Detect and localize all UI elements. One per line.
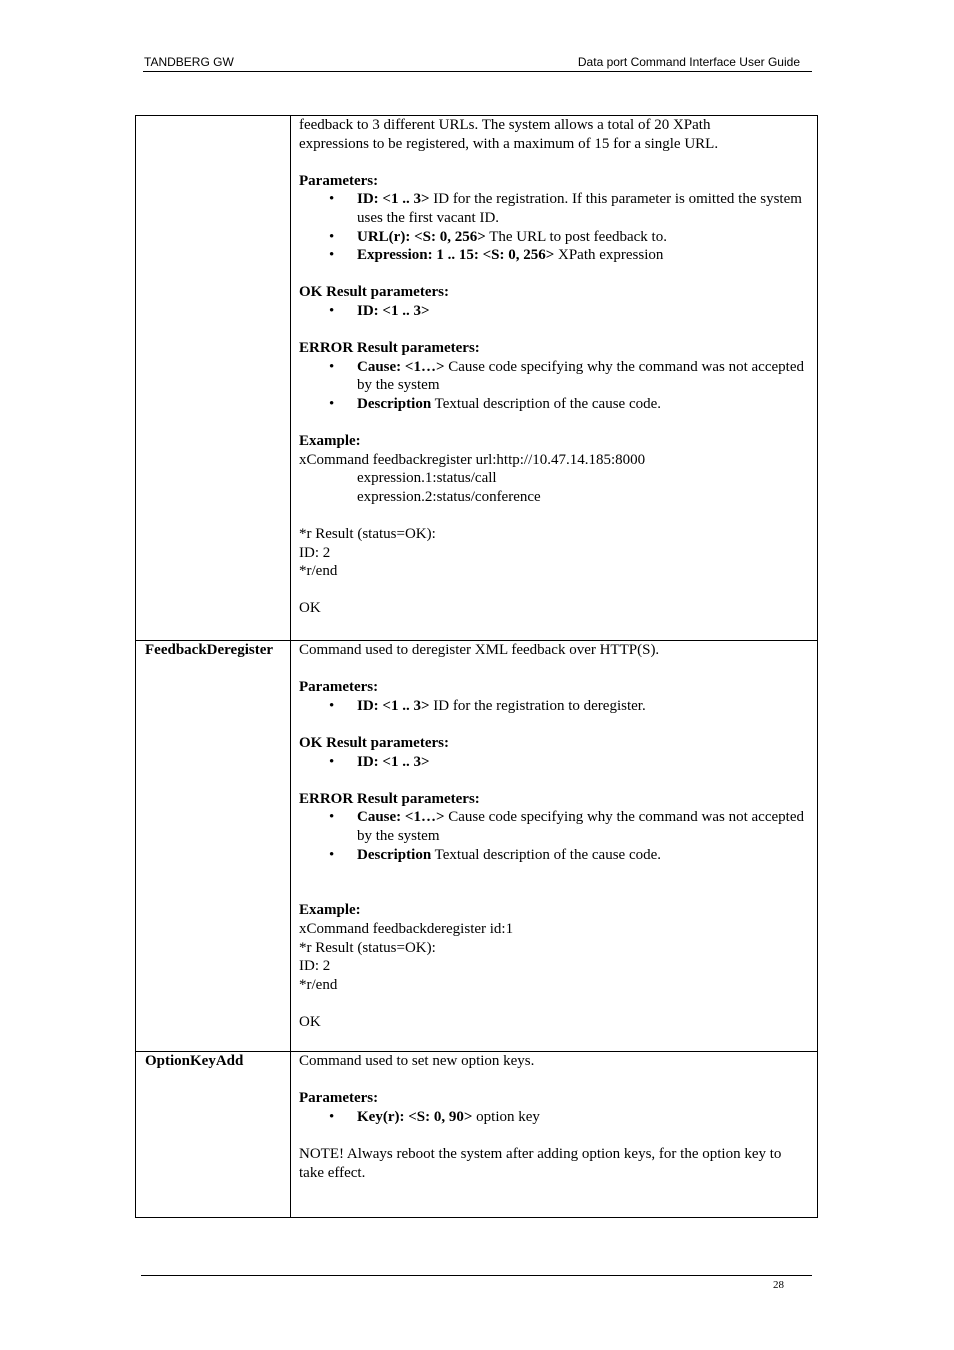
example-line: expression.1:status/call [357, 470, 497, 487]
command-name-feedbackderegister: FeedbackDeregister [145, 642, 274, 658]
page-number: 28 [773, 1279, 784, 1291]
page-header [143, 55, 812, 72]
example-line: xCommand feedbackderegister id:1 [299, 920, 514, 937]
header-product-name: TANDBERG GW [144, 55, 234, 69]
feedbackregister-description [299, 116, 804, 618]
ok-line: OK [299, 600, 321, 617]
parameters-list [299, 1108, 804, 1127]
example-heading: Example: [299, 433, 361, 450]
list-item: • Key(r): <S: 0, 90> option key [299, 1108, 804, 1127]
note-text: NOTE! Always reboot the system after adding option keys, for the option key to take effect. [299, 1145, 782, 1181]
intro-line: expressions to be registered, with a maximum of 15 for a single URL. [299, 135, 719, 152]
parameters-list [299, 190, 804, 264]
intro-line: feedback to 3 different URLs. The system allows a total of 20 XPath [299, 117, 711, 133]
list-item: • Description Textual description of the cause code. [299, 846, 804, 865]
list-item: • ID: <1 .. 3> [299, 753, 804, 772]
list-item: • Cause: <1…> Cause code specifying why the command was not accepted by the system [299, 808, 804, 845]
parameters-heading: Parameters: [299, 679, 379, 696]
error-result-heading: ERROR Result parameters: [299, 790, 480, 807]
parameters-heading: Parameters: [299, 1090, 379, 1107]
result-line: *r/end [299, 563, 338, 580]
result-line: *r Result (status=OK): [299, 526, 436, 543]
command-name-optionkeyadd: OptionKeyAdd [145, 1053, 244, 1069]
example-line: expression.2:status/conference [357, 488, 541, 505]
list-item: • Expression: 1 .. 15: <S: 0, 256> XPath expression [299, 246, 804, 265]
list-item: • ID: <1 .. 3> ID for the registration. If this parameter is omitted the system uses the first vacant ID. [299, 190, 804, 227]
example-line: xCommand feedbackregister url:http://10.47.14.185:8000 [299, 451, 646, 468]
parameters-heading: Parameters: [299, 172, 379, 189]
list-item: • URL(r): <S: 0, 256> The URL to post feedback to. [299, 228, 804, 247]
result-line: ID: 2 [299, 544, 331, 561]
error-result-list [299, 358, 804, 414]
command-table [135, 115, 818, 1218]
header-document-title: Data port Command Interface User Guide [577, 55, 800, 69]
list-item: • ID: <1 .. 3> ID for the registration to deregister. [299, 697, 804, 716]
result-line: *r/end [299, 976, 338, 993]
ok-line: OK [299, 1013, 321, 1030]
parameters-list [299, 697, 804, 716]
ok-result-list [299, 302, 804, 321]
ok-result-heading: OK Result parameters: [299, 284, 449, 301]
error-result-list [299, 808, 804, 864]
list-item: • Description Textual description of the cause code. [299, 395, 804, 414]
list-item: • Cause: <1…> Cause code specifying why the command was not accepted by the system [299, 358, 804, 395]
page-footer [141, 1275, 812, 1291]
list-item: • ID: <1 .. 3> [299, 302, 804, 321]
result-line: *r Result (status=OK): [299, 939, 436, 956]
ok-result-heading: OK Result parameters: [299, 734, 449, 751]
example-heading: Example: [299, 902, 361, 919]
intro-line: Command used to deregister XML feedback over HTTP(S). [299, 642, 660, 658]
error-result-heading: ERROR Result parameters: [299, 340, 480, 357]
optionkeyadd-description [299, 1052, 804, 1182]
intro-line: Command used to set new option keys. [299, 1053, 535, 1069]
feedbackderegister-description [299, 641, 804, 1031]
result-line: ID: 2 [299, 958, 331, 975]
ok-result-list [299, 753, 804, 772]
